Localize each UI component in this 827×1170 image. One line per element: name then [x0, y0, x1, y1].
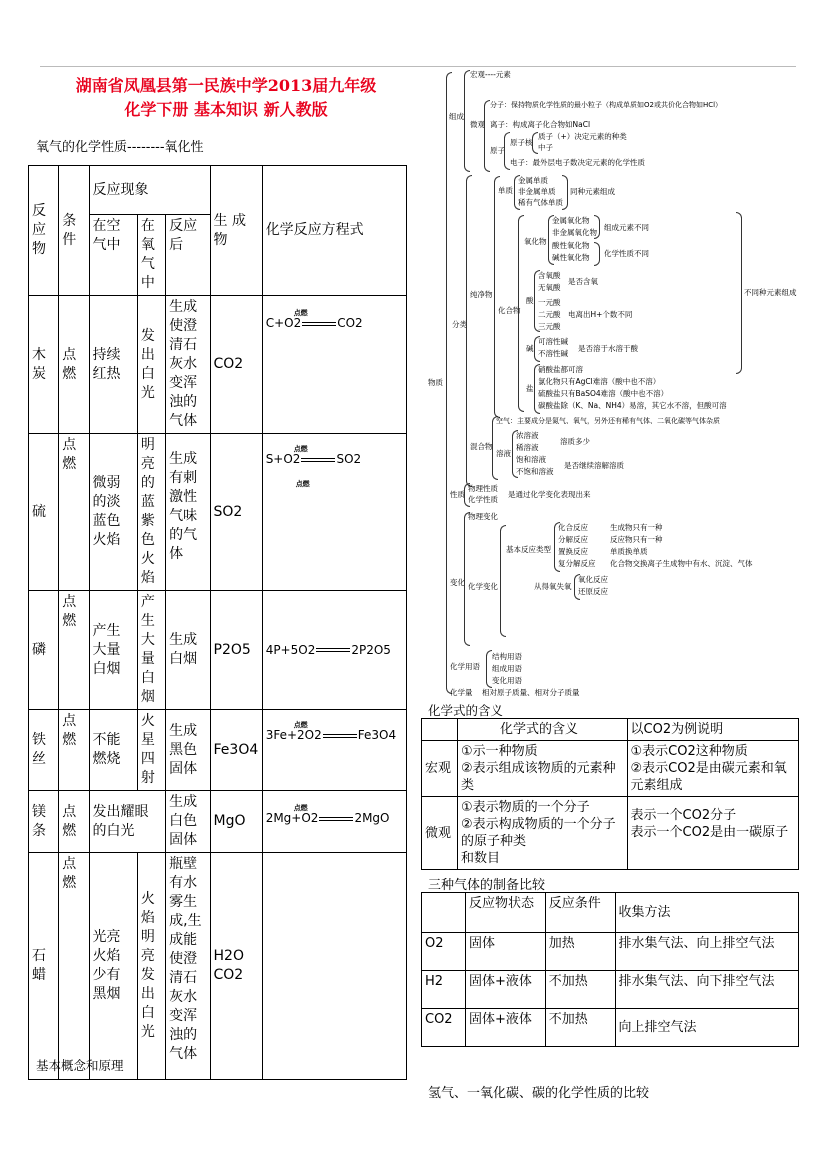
tree-node: 宏观----元素 [470, 70, 511, 79]
equation: 点燃 S+O2 SO2 [265, 445, 362, 466]
oxygen-table [28, 165, 407, 1080]
gases-cell: CO2 [422, 1009, 466, 1047]
row-after: 生成白烟 [166, 591, 210, 710]
tree-node: 饱和溶液 [516, 455, 546, 464]
row-after: 瓶壁有水雾生成,生成能使澄清石灰水变浑浊的气体 [166, 853, 210, 1080]
gases-cell: H2 [422, 971, 466, 1009]
formula-row-meaning: ①表示物质的一个分子 ②表示构成物质的一个分子的原子种类 和数目 [457, 797, 627, 870]
tree-node: 物理性质 [468, 484, 498, 493]
row-condition: 点燃 [59, 296, 89, 434]
gases-header [422, 893, 466, 933]
oxygen-heading: 氧气的化学性质--------氧化性 [36, 140, 204, 155]
tree-node: 电离出H+个数不同 [568, 310, 633, 319]
row-after: 生成黑色固体 [166, 710, 210, 791]
tree-node: 化学量 [450, 688, 473, 697]
gases-cell: O2 [422, 933, 466, 971]
tree-node: 原子 [490, 146, 505, 155]
formula-row-example: 表示一个CO2分子 表示一个CO2是由一碳原子 [627, 797, 798, 870]
tree-node: 空气：主要成分是氮气、氧气，另外还有稀有气体、二氧化碳等气体杂质 [496, 417, 720, 425]
tree-node: 非金属氧化物 [552, 228, 597, 237]
tree-node: 原子核 [510, 138, 533, 147]
tree-node: 是通过化学变化表现出来 [508, 490, 591, 499]
tree-node: 化学用语 [450, 662, 480, 671]
formula-row-label: 微观 [422, 797, 458, 870]
row-condition: 点燃 [59, 434, 89, 591]
gases-cell: 排水集气法、向上排空气法 [615, 933, 798, 971]
tree-node: 酸 [526, 296, 534, 305]
gases-header: 反应物状态 [465, 893, 545, 933]
gases-cell: 固体+液体 [465, 1009, 545, 1047]
tree-node: 混合物 [470, 442, 493, 451]
formula-heading: 化学式的含义 [428, 703, 504, 718]
tree-node: 含氧酸 [538, 271, 561, 280]
tree-node: 变化 [450, 578, 465, 587]
gases-cell: 加热 [545, 933, 615, 971]
tree-node: 从得氧失氧 [534, 582, 572, 591]
tree-node: 单质换单质 [610, 547, 648, 556]
formula-row-example: ①表示CO2这种物质 ②表示CO2是由碳元素和氧元素组成 [627, 741, 798, 797]
tree-node: 组成用语 [492, 664, 522, 673]
gases-cell: 固体 [465, 933, 545, 971]
tree-node: 微观 [470, 120, 485, 129]
row-condition: 点燃 [59, 853, 89, 1080]
tree-node: 氯化物只有AgCl难溶（酸中也不溶） [538, 377, 661, 386]
tree-node: 组成元素不同 [604, 223, 649, 232]
tree-node: 物理变化 [468, 512, 498, 521]
tree-node: 金属氧化物 [552, 216, 590, 225]
tree-node: 化学变化 [468, 582, 498, 591]
tree-node: 盐 [526, 384, 534, 393]
row-substance: 铁丝 [29, 710, 59, 791]
page-title-line1: 湖南省凤凰县第一民族中学2013届九年级 [75, 76, 377, 95]
tree-node: 溶液 [496, 449, 511, 458]
equation: 点燃 C+O2 CO2 [265, 309, 363, 330]
tree-zucheng: 组成 [449, 112, 464, 121]
tree-node: 二元酸 [538, 310, 561, 319]
row-substance: 磷 [29, 591, 59, 710]
row-product: SO2 [210, 434, 262, 591]
tree-node: 分类 [452, 320, 467, 329]
table-row [422, 741, 799, 797]
table-row [29, 710, 407, 791]
table-row [29, 853, 407, 1080]
tree-node: 化合反应 [558, 523, 588, 532]
formula-col1-header: 化学式的含义 [457, 719, 627, 741]
tree-node: 不同种元素组成 [744, 288, 797, 297]
formula-table [421, 718, 799, 870]
gases-header: 收集方法 [615, 893, 798, 933]
row-oxygen: 火星四射 [137, 710, 165, 791]
tree-node: 氧化反应 [578, 575, 608, 584]
tree-root: 物质 [428, 378, 443, 387]
gases-heading: 三种气体的制备比较 [428, 878, 546, 893]
tree-node: 是否含氧 [568, 277, 598, 286]
tree-node: 不饱和溶液 [516, 467, 554, 476]
tree-node: 无氧酸 [538, 283, 561, 292]
row-substance: 镁条 [29, 791, 59, 853]
row-air: 产生大量白烟 [89, 591, 137, 710]
tree-node: 酸性氧化物 [552, 241, 590, 250]
tree-node: 稀有气体单质 [518, 198, 563, 207]
basic-concepts-heading: 基本概念和原理 [36, 1058, 124, 1073]
page-title-line2: 化学下册 基本知识 新人教版 [124, 100, 328, 119]
tree-node: 碱性氧化物 [552, 253, 590, 262]
tree-node: 可溶性碱 [538, 337, 568, 346]
tree-node: 稀溶液 [516, 443, 539, 452]
formula-row-label: 宏观 [422, 741, 458, 797]
equation: 点燃 3Fe+2O2 Fe3O4 [265, 721, 397, 742]
row-substance: 硫 [29, 434, 59, 591]
tree-node: 是否继续溶解溶质 [564, 461, 624, 470]
header-rule [40, 66, 796, 67]
tree-node: 电子：最外层电子数决定元素的化学性质 [510, 158, 645, 167]
tree-node: 性质 [450, 490, 465, 499]
tree-node: 同种元素组成 [570, 187, 615, 196]
row-condition: 点燃 [59, 710, 89, 791]
tree-node: 分子：保持物质化学性质的最小粒子（构成单质如O2或共价化合物如HCl） [490, 101, 723, 109]
row-after: 生成白色固体 [166, 791, 210, 853]
tree-node: 中子 [538, 143, 553, 152]
row-oxygen: 产生大量白烟 [137, 591, 165, 710]
tree-node: 化合物交换离子生成物中有水、沉淀、气体 [610, 559, 753, 568]
row-after: 生成使澄清石灰水变浑浊的气体 [166, 296, 210, 434]
tree-node: 基本反应类型 [506, 545, 551, 554]
gases-header: 反应条件 [545, 893, 615, 933]
tree-node: 单质 [498, 186, 513, 195]
row-air: 持续红热 [89, 296, 137, 434]
tree-node: 还原反应 [578, 587, 608, 596]
tree-node: 变化用语 [492, 676, 522, 685]
tree-node: 硫酸盐只有BaSO4难溶（酸中也不溶） [538, 389, 669, 398]
row-oxygen: 明亮的蓝紫色火焰 [137, 434, 165, 591]
tree-node: 是否溶于水溶于酸 [578, 344, 638, 353]
table-row [422, 1009, 799, 1047]
row-condition: 点燃 [59, 591, 89, 710]
table-row [422, 797, 799, 870]
row-oxygen: 发出白光 [137, 296, 165, 434]
row-substance: 石蜡 [29, 853, 59, 1080]
tree-node: 分解反应 [558, 535, 588, 544]
compare-heading: 氢气、一氧化碳、碳的化学性质的比较 [428, 1086, 650, 1101]
gases-cell: 向上排空气法 [615, 1009, 798, 1047]
tree-node: 溶质多少 [560, 437, 590, 446]
tree-node: 化学性质 [468, 495, 498, 504]
row-after: 生成有刺激性气味的气体 [166, 434, 210, 591]
tree-node: 碳酸盐除（K、Na、NH4）易溶，其它水不溶，但酸可溶 [538, 401, 727, 410]
table-row [422, 971, 799, 1009]
tree-node: 生成物只有一种 [610, 523, 663, 532]
extra-condition-label: 点燃 [295, 480, 310, 488]
tree-node: 不溶性碱 [538, 349, 568, 358]
tree-node: 置换反应 [558, 547, 588, 556]
gases-cell: 排水集气法、向下排空气法 [615, 971, 798, 1009]
tree-node: 化合物 [498, 306, 521, 315]
table-row [29, 591, 407, 710]
tree-node: 反应物只有一种 [610, 535, 663, 544]
gases-table [421, 892, 799, 1047]
header-substance: 反应物 [29, 166, 59, 296]
tree-node: 碱 [526, 344, 534, 353]
header-phenomenon: 反应现象 [89, 166, 210, 215]
equation: 点燃 2Mg+O2 2MgO [265, 804, 390, 825]
gases-cell: 不加热 [545, 971, 615, 1009]
row-oxygen: 火焰明亮发出白光 [137, 853, 165, 1080]
row-air: 光亮火焰少有黑烟 [89, 853, 137, 1080]
tree-node: 质子（+）决定元素的种类 [538, 132, 627, 141]
tree-node: 一元酸 [538, 298, 561, 307]
table-row [29, 434, 407, 591]
tree-node: 化学性质不同 [604, 249, 649, 258]
table-row [29, 791, 407, 853]
header-after: 反应后 [166, 215, 210, 296]
row-condition: 点燃 [59, 791, 89, 853]
row-product: MgO [210, 791, 262, 853]
formula-col2-header: 以CO2为例说明 [627, 719, 798, 741]
tree-node: 纯净物 [470, 290, 493, 299]
row-air: 发出耀眼的白光 [89, 791, 166, 853]
row-air: 不能燃烧 [89, 710, 137, 791]
tree-node: 非金属单质 [518, 187, 556, 196]
row-product: CO2 [210, 296, 262, 434]
header-in-oxygen: 在氧气中 [137, 215, 165, 296]
gases-cell: 固体+液体 [465, 971, 545, 1009]
row-product: Fe3O4 [210, 710, 262, 791]
tree-node: 离子：构成离子化合物如NaCl [490, 120, 591, 129]
formula-row-meaning: ①示一种物质 ②表示组成该物质的元素种类 [457, 741, 627, 797]
table-row [422, 933, 799, 971]
header-equation: 化学反应方程式 [262, 166, 406, 296]
tree-node: 金属单质 [518, 176, 548, 185]
header-condition: 条件 [59, 166, 89, 296]
tree-node: 氧化物 [524, 237, 547, 246]
tree-node: 复分解反应 [558, 559, 596, 568]
equation: 4P+5O2 2P2O5 [265, 642, 391, 657]
tree-node: 浓溶液 [516, 431, 539, 440]
header-in-air: 在空气中 [89, 215, 137, 296]
gases-cell: 不加热 [545, 1009, 615, 1047]
tree-node: 相对原子质量、相对分子质量 [482, 688, 580, 697]
row-product: H2O CO2 [210, 853, 262, 1080]
tree-node: 结构用语 [492, 652, 522, 661]
row-air: 微弱的淡蓝色火焰 [89, 434, 137, 591]
row-product: P2O5 [210, 591, 262, 710]
table-row [29, 296, 407, 434]
tree-node: 硝酸盐都可溶 [538, 365, 583, 374]
tree-node: 三元酸 [538, 322, 561, 331]
header-product: 生 成 物 [210, 166, 262, 296]
row-substance: 木炭 [29, 296, 59, 434]
